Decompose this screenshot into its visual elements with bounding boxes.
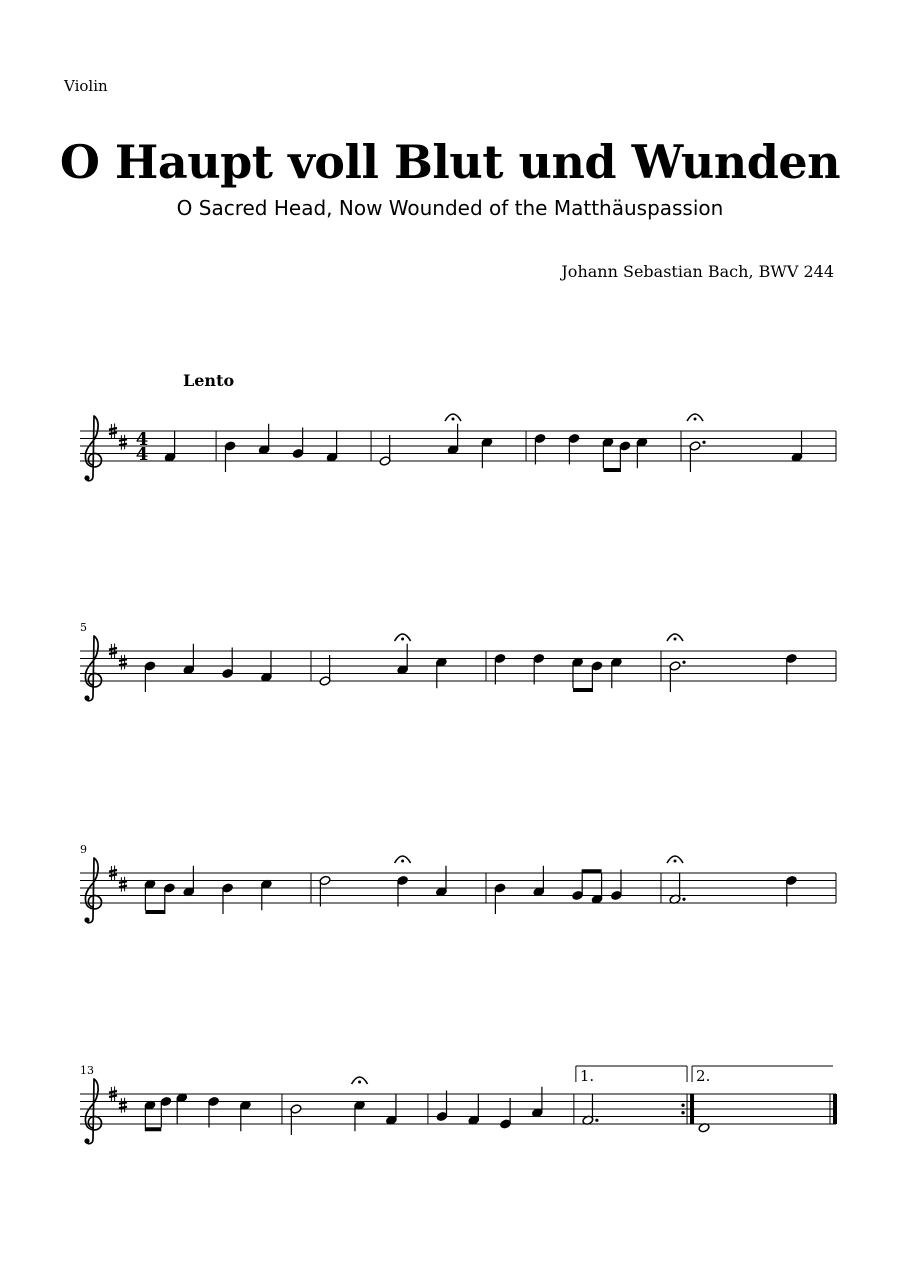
treble-clef-stroke bbox=[85, 1079, 101, 1144]
augmentation-dot bbox=[702, 441, 705, 444]
note-beam bbox=[145, 910, 164, 914]
augmentation-dot bbox=[595, 1119, 598, 1122]
sharp-bar bbox=[109, 652, 117, 654]
measure-number: 5 bbox=[80, 621, 87, 634]
note-beam bbox=[145, 1127, 161, 1131]
treble-clef-dot bbox=[84, 1138, 89, 1143]
fermata-icon bbox=[667, 856, 683, 863]
fermata-dot bbox=[401, 638, 404, 641]
note-beam bbox=[582, 869, 601, 873]
treble-clef-icon bbox=[84, 636, 101, 701]
sharp-bar bbox=[119, 1107, 127, 1109]
barline-thick bbox=[690, 1094, 694, 1124]
treble-clef-stroke bbox=[85, 858, 101, 923]
volta-bracket bbox=[692, 1066, 833, 1085]
note-beam bbox=[603, 468, 620, 472]
augmentation-dot bbox=[682, 898, 685, 901]
treble-clef-stroke bbox=[85, 416, 101, 481]
composer-credit: Johann Sebastian Bach, BWV 244 bbox=[561, 262, 834, 281]
treble-clef-dot bbox=[84, 475, 89, 480]
volta-label: 1. bbox=[579, 1067, 595, 1085]
fermata-dot bbox=[674, 638, 677, 641]
sharp-bar bbox=[109, 428, 117, 430]
treble-clef-icon bbox=[84, 1079, 101, 1144]
fermata-icon bbox=[395, 634, 411, 641]
sharp-icon bbox=[119, 655, 127, 670]
sharp-bar bbox=[109, 1095, 117, 1097]
repeat-dot bbox=[681, 1111, 684, 1114]
fermata-icon bbox=[395, 856, 411, 863]
treble-clef-stroke bbox=[85, 636, 101, 701]
fermata-dot bbox=[401, 860, 404, 863]
time-signature-denominator: 4 bbox=[135, 444, 149, 465]
volta-label: 2. bbox=[696, 1067, 711, 1085]
piece-subtitle: O Sacred Head, Now Wounded of the Matthäuspassion bbox=[176, 196, 724, 220]
sharp-bar bbox=[109, 1091, 117, 1093]
sharp-bar bbox=[119, 881, 127, 883]
sharp-bar bbox=[109, 648, 117, 650]
fermata-dot bbox=[694, 418, 697, 421]
repeat-dot bbox=[681, 1104, 684, 1107]
sharp-icon bbox=[119, 435, 127, 450]
measure-number: 9 bbox=[80, 843, 87, 856]
sharp-bar bbox=[119, 444, 127, 446]
fermata-dot bbox=[452, 418, 455, 421]
piece-title: O Haupt voll Blut und Wunden bbox=[59, 135, 841, 189]
fermata-dot bbox=[674, 860, 677, 863]
treble-clef-icon bbox=[84, 416, 101, 481]
sharp-bar bbox=[119, 439, 127, 441]
sharp-bar bbox=[109, 874, 117, 876]
treble-clef-dot bbox=[84, 917, 89, 922]
fermata-icon bbox=[445, 414, 461, 421]
sharp-bar bbox=[119, 886, 127, 888]
sharp-bar bbox=[109, 870, 117, 872]
tempo-marking: Lento bbox=[183, 371, 235, 390]
instrument-name: Violin bbox=[64, 77, 108, 95]
fermata-icon bbox=[352, 1077, 368, 1084]
fermata-icon bbox=[687, 414, 703, 421]
sharp-bar bbox=[109, 432, 117, 434]
sharp-icon bbox=[119, 877, 127, 892]
sharp-bar bbox=[119, 1102, 127, 1104]
time-signature-numerator: 4 bbox=[135, 429, 149, 450]
time-signature bbox=[136, 429, 149, 465]
fermata-icon bbox=[667, 634, 683, 641]
measure-number: 13 bbox=[80, 1064, 94, 1077]
augmentation-dot bbox=[682, 661, 685, 664]
fermata-dot bbox=[358, 1081, 361, 1084]
sharp-icon bbox=[119, 1098, 127, 1113]
sharp-bar bbox=[119, 664, 127, 666]
sharp-bar bbox=[119, 659, 127, 661]
treble-clef-dot bbox=[84, 695, 89, 700]
treble-clef-icon bbox=[84, 858, 101, 923]
note-beam bbox=[573, 688, 592, 692]
volta-bracket bbox=[576, 1066, 687, 1085]
barline-thick bbox=[833, 1094, 837, 1124]
